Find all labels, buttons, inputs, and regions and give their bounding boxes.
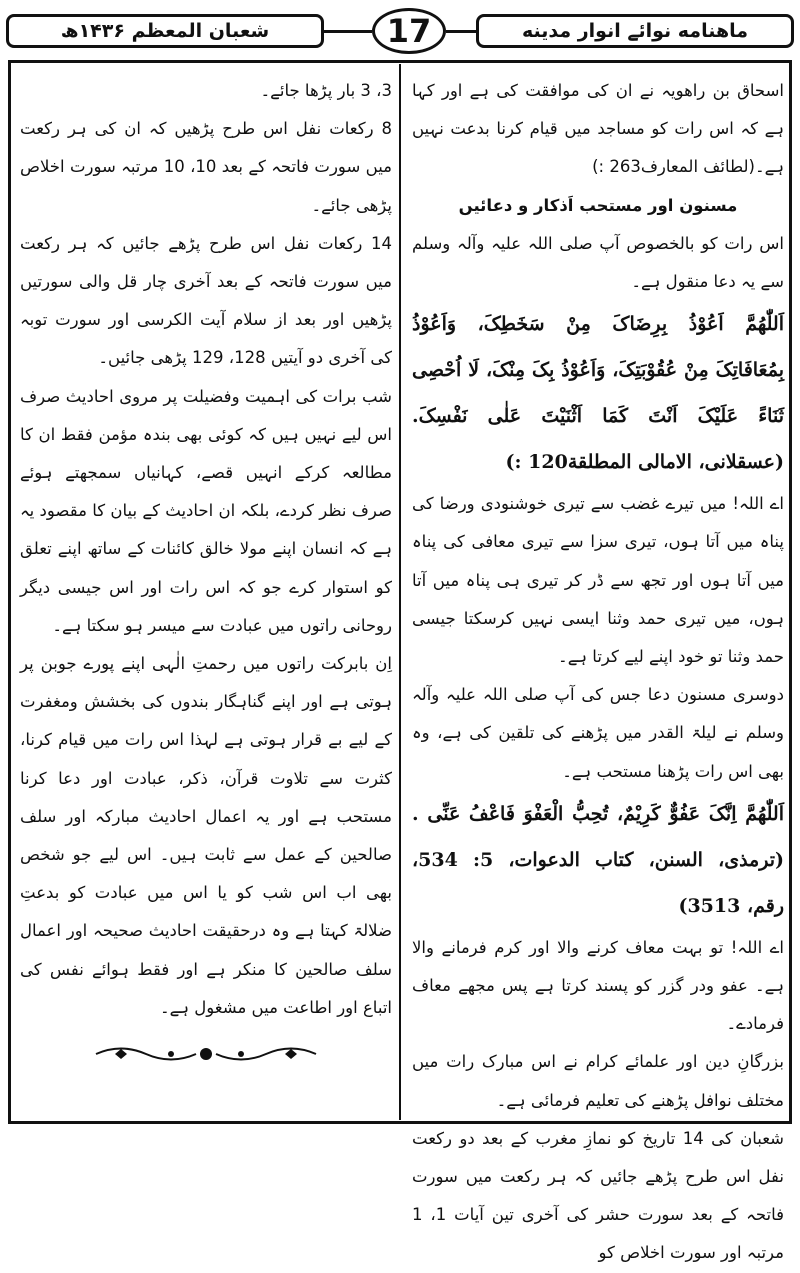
arabic-dua: اَللّٰھُمَّ اِنَّکَ عَفُوٌّ کَرِیْمٌ، تُحِبُّ الْعَفْوَ فَاعْفُ عَنِّی .(ترمذی، السنن، کتاب الدعوات، 5: 534، رقم، 3513) <box>412 802 784 917</box>
paragraph: شب برات کی اہمیت وفضیلت پر مروی احادیث صرف اس لیے نہیں ہیں کہ کوئی بھی بندہ مؤمن فقط ان کا مطالعہ کرکے انہیں قصے، کہانیاں سمجھتے ہوئے صرف نظر کردے، بلکہ ان احادیث کے بیان کا مقصود یہ ہے کہ انسان اپنے مولا خالق کائنات کے ساتھ اپنے تعلق کو استوار کرے جو کہ اس رات اور اس جیسی دیگر روحانی راتوں میں عبادت سے میسر ہو سکتا ہے۔ <box>20 386 392 635</box>
issue-date: شعبان المعظم ۱۴۳۶ھ <box>6 14 324 48</box>
arabic-dua: اَللّٰھُمَّ اَعُوْذُ بِرِضَاکَ مِنْ سَخَطِکَ، وَاَعُوْذُ بِمُعَافَاتِکَ مِنْ عُقُوْبَتِکَ، وَاَعُوْذُ بِکَ مِنْکَ، لَا اُحْصِی ثَنَاءً عَلَیْکَ اَنْتَ کَمَا اَثْنَیْتَ عَلٰی نَفْسِکَ.(عسقلانی، الامالی المطلقة120 :) <box>412 313 784 474</box>
paragraph: اس رات کو بالخصوص آپ صلی اللہ علیہ وآلہ وسلم سے یہ دعا منقول ہے۔ <box>412 233 784 292</box>
paragraph: شعبان کی 14 تاریخ کو نمازِ مغرب کے بعد دو رکعت نفل اس طرح پڑھے جائیں کہ ہر رکعت میں سورت فاتحہ کے بعد سورت حشر کی آخری تین آیات 1، 1 مرتبہ اور سورت اخلاص کو <box>412 1128 785 1263</box>
paragraph: 14 رکعات نفل اس طرح پڑھے جائیں کہ ہر رکعت میں سورت فاتحہ کے بعد آخری چار قل والی سورتیں پڑھیں اور بعد از سلام آیت الکرسی اور سورت توبہ کی آخری دو آیتیں 128، 129 پڑھی جائیں۔ <box>20 233 392 368</box>
right-column <box>412 72 785 1263</box>
paragraph: بزرگانِ دین اور علمائے کرام نے اس مبارک رات میں مختلف نوافل پڑھنے کی تعلیم فرمائی ہے۔ <box>412 1052 784 1110</box>
ornament-divider <box>91 1043 321 1065</box>
paragraph: اسحاق بن راھویہ نے ان کی موافقت کی ہے اور کہا ہے کہ اس رات کو مساجد میں قیام کرنا بدعت نہیں ہے۔(لطائف المعارف263 :) <box>412 81 784 177</box>
page-header <box>6 8 794 54</box>
paragraph: اے اللہ! میں تیرے غضب سے تیری خوشنودی ورضا کی پناہ میں آتا ہوں، تیری سزا سے تیری معافی کی پناہ میں آتا ہوں اور تجھ سے ڈر کر تیری ہی پناہ میں آتا ہوں، میں تیری حمد وثنا ایسی نہیں کرسکتا جیسی حمد وثنا تو خود اپنے لیے کرتا ہے۔ <box>412 494 784 667</box>
column-divider <box>399 64 401 1120</box>
header-rule-right <box>446 30 476 33</box>
paragraph: اِن بابرکت راتوں میں رحمتِ الٰہی اپنے پورے جوبن پر ہوتی ہے اور اپنے گناہگار بندوں کی بخشش ومغفرت کے لیے بے قرار ہوتی ہے لہذا اس رات میں قیام کرنا، کثرت سے تلاوت قرآن، ذکر، عبادت اور دعا کرنا مستحب ہے اور یہ اعمال احادیث مبارکہ اور سلف صالحین کے عمل سے ثابت ہیں۔ اس لیے جو شخص بھی اب اس شب کو یا اس میں عبادت کو بدعتِ ضلالۃ کہتا ہے وہ درحقیقت احادیث صحیحہ اور اعمال سلف صالحین کا منکر ہے اور فقط ہوائے نفس کی اتباع اور اطاعت میں مشغول ہے۔ <box>20 654 392 1017</box>
page-number: 17 <box>372 8 446 54</box>
magazine-title: ماهنامه نوائے انوار مدینه <box>476 14 794 48</box>
left-column <box>20 72 392 1119</box>
section-heading: مسنون اور مستحب اَذکار و دعائیں <box>458 195 738 215</box>
paragraph: دوسری مسنون دعا جس کی آپ صلی اللہ علیہ وآلہ وسلم نے لیلۃ القدر میں پڑھنے کی تلقین کی ہے، وہ بھی اس رات پڑھنا مستحب ہے۔ <box>412 685 784 781</box>
paragraph: 8 رکعات نفل اس طرح پڑھیں کہ ان کی ہر رکعت میں سورت فاتحہ کے بعد 10، 10 مرتبہ سورت اخلاص پڑھی جائے۔ <box>20 119 393 215</box>
header-rule-left <box>324 30 372 33</box>
paragraph: اے اللہ! تو بہت معاف کرنے والا اور کرم فرمانے والا ہے۔ عفو ودر گزر کو پسند کرتا ہے پس مجھے معاف فرمادے۔ <box>412 937 784 1034</box>
paragraph: 3، 3 بار پڑھا جائے۔ <box>260 81 392 100</box>
